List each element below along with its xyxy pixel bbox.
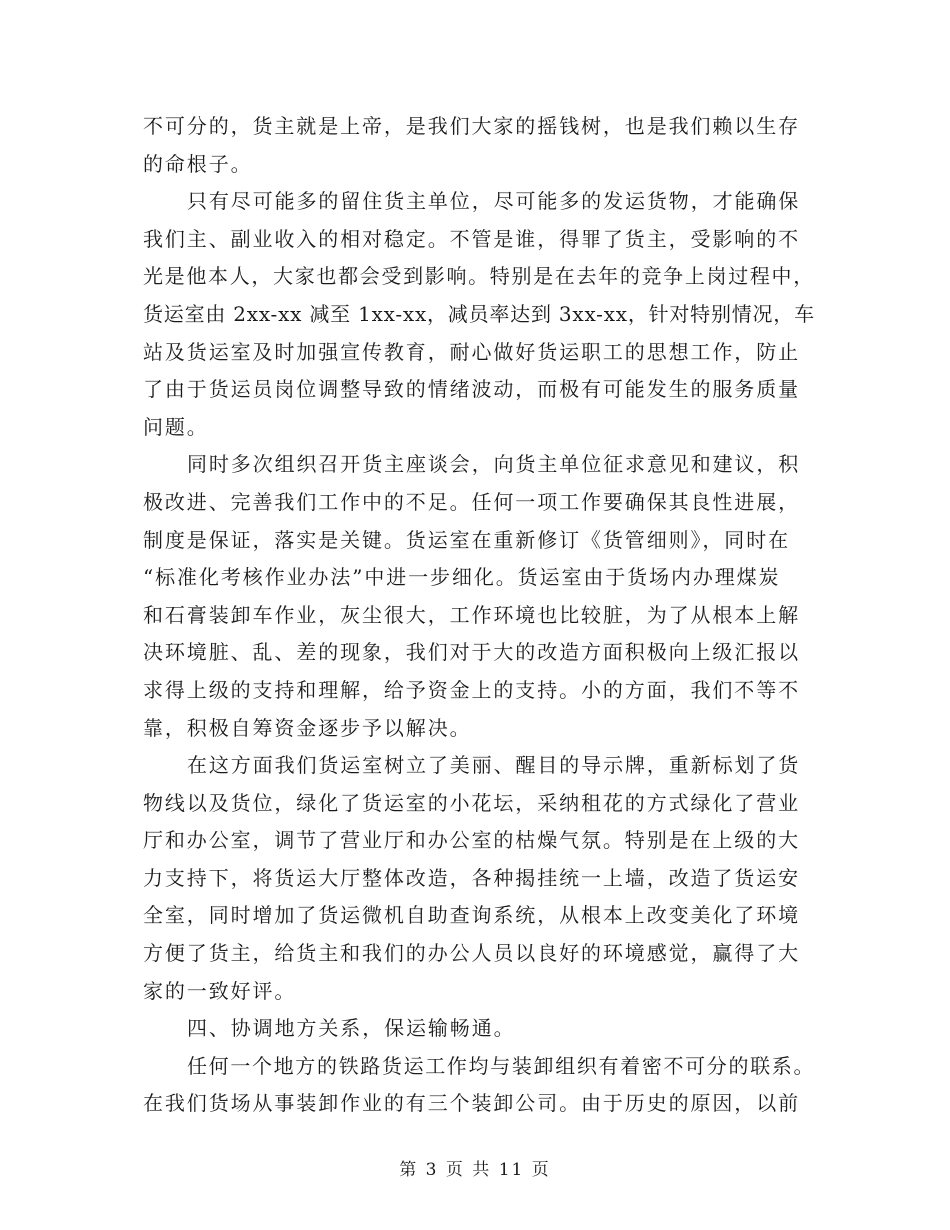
text-line: 决环境脏、乱、差的现象，我们对于大的改造方面积极向上级汇报以 (143, 640, 800, 665)
text-line: 力支持下，将货运大厅整体改造，各种揭挂统一上墙，改造了货运安 (143, 865, 800, 890)
document-body (143, 108, 815, 1123)
text-line: 光是他本人，大家也都会受到影响。特别是在去年的竞争上岗过程中， (143, 264, 815, 289)
text-line: 方便了货主，给货主和我们的办公人员以良好的环境感觉，赢得了大 (143, 941, 800, 966)
text-line: 物线以及货位，绿化了货运室的小花坛，采纳租花的方式绿化了营业 (143, 790, 800, 815)
text-line: 货运室由 2xx-xx 减至 1xx-xx，减员率达到 3xx-xx，针对特别情况，车 (143, 301, 815, 326)
text-line: 和石膏装卸车作业，灰尘很大，工作环境也比较脏，为了从根本上解 (143, 602, 800, 627)
text-line: “标准化考核作业办法”中进一步细化。货运室由于货场内办理煤炭 (143, 565, 781, 590)
text-line: 家的一致好评。 (143, 978, 297, 1003)
text-line: 我们主、副业收入的相对稳定。不管是谁，得罪了货主，受影响的不 (143, 226, 800, 251)
text-line: 问题。 (143, 414, 209, 439)
text-line: 了由于货运员岗位调整导致的情绪波动，而极有可能发生的服务质量 (143, 377, 800, 402)
text-line: 厅和办公室，调节了营业厅和办公室的枯燥气氛。特别是在上级的大 (143, 828, 800, 853)
text-line: 任何一个地方的铁路货运工作均与装卸组织有着密不可分的联系。 (187, 1053, 816, 1078)
text-line: 极改进、完善我们工作中的不足。任何一项工作要确保其良性进展， (143, 489, 800, 514)
text-line: 只有尽可能多的留住货主单位，尽可能多的发运货物，才能确保 (187, 189, 801, 214)
text-line: 制度是保证，落实是关键。货运室在重新修订《货管细则》，同时在 (143, 527, 790, 552)
text-line: 站及货运室及时加强宣传教育，耐心做好货运职工的思想工作，防止 (143, 339, 800, 364)
text-line: 全室，同时增加了货运微机自助查询系统，从根本上改变美化了环境 (143, 903, 800, 928)
text-line: 靠，积极自筹资金逐步予以解决。 (143, 715, 472, 740)
text-line: 求得上级的支持和理解，给予资金上的支持。小的方面，我们不等不 (143, 677, 800, 702)
text-line: 的命根子。 (143, 151, 253, 176)
text-line: 在我们货场从事装卸作业的有三个装卸公司。由于历史的原因，以前 (143, 1091, 800, 1116)
text-line: 在这方面我们货运室树立了美丽、醒目的导示牌，重新标划了货 (187, 753, 801, 778)
text-line: 四、协调地方关系，保运输畅通。 (187, 1016, 516, 1041)
text-line: 不可分的，货主就是上帝，是我们大家的摇钱树，也是我们赖以生存 (143, 114, 800, 138)
text-line: 同时多次组织召开货主座谈会，向货主单位征求意见和建议，积 (187, 452, 801, 477)
page-number-footer: 第 3 页 共 11 页 (399, 1160, 551, 1180)
